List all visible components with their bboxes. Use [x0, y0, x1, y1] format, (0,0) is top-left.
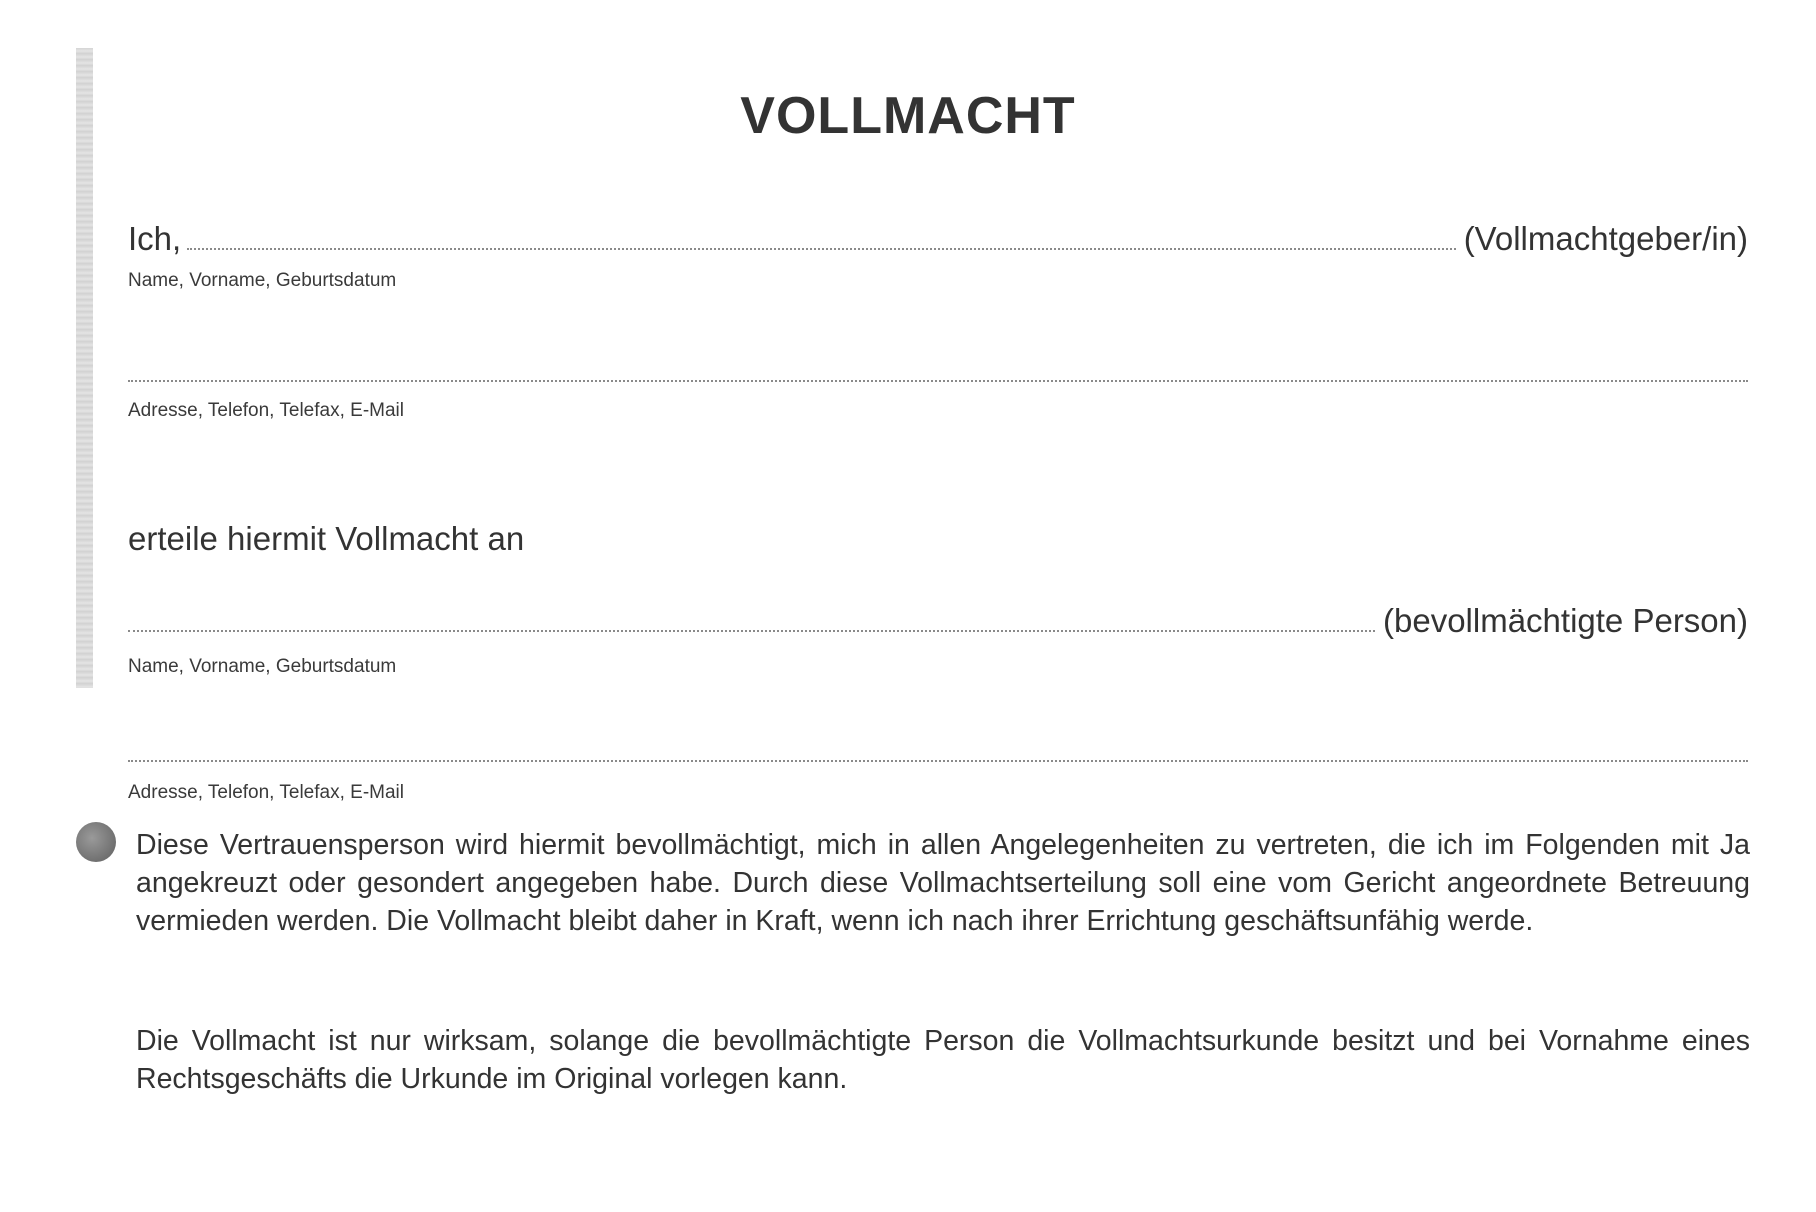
principal-name-dotted-line [187, 247, 1455, 250]
principal-address-caption: Adresse, Telefon, Telefax, E-Mail [128, 400, 404, 421]
agent-name-dotted-line [128, 629, 1375, 632]
agent-name-caption: Name, Vorname, Geburtsdatum [128, 656, 397, 677]
hole-punch-icon [76, 822, 116, 862]
principal-address-line[interactable] [128, 380, 1748, 382]
principal-role-label: (Vollmachtgeber/in) [1463, 220, 1748, 257]
principal-lead-text: Ich, [128, 220, 182, 257]
grant-text: erteile hiermit Vollmacht an [128, 520, 525, 557]
document-title: VOLLMACHT [740, 87, 1076, 145]
agent-address-line[interactable] [128, 760, 1748, 762]
principal-name-caption: Name, Vorname, Geburtsdatum [128, 270, 397, 291]
agent-role-label: (bevollmächtigte Person) [1383, 602, 1748, 639]
paragraph-authorization: Diese Vertrauensperson wird hiermit bevollmächtigt, mich in allen Angelegenheiten zu vertreten, die ich im Folgenden mit Ja angekreuzt oder gesondert angegeben habe. Durch diese Vollmachtserteilung soll eine vom Gericht angeordnete Betreuung vermieden werden. Die Vollmacht bleibt daher in Kraft, wenn ich nach ihrer Errichtung geschäftsunfähig werde. [136, 829, 1750, 937]
paragraph-validity: Die Vollmacht ist nur wirksam, solange die bevollmächtigte Person die Vollmachtsurkunde besitzt und bei Vornahme eines Rechtsgeschäfts die Urkunde im Original vorlegen kann. [136, 1025, 1750, 1095]
principal-name-line[interactable] [128, 218, 1748, 258]
agent-name-line[interactable] [128, 600, 1748, 640]
agent-address-caption: Adresse, Telefon, Telefax, E-Mail [128, 782, 404, 803]
